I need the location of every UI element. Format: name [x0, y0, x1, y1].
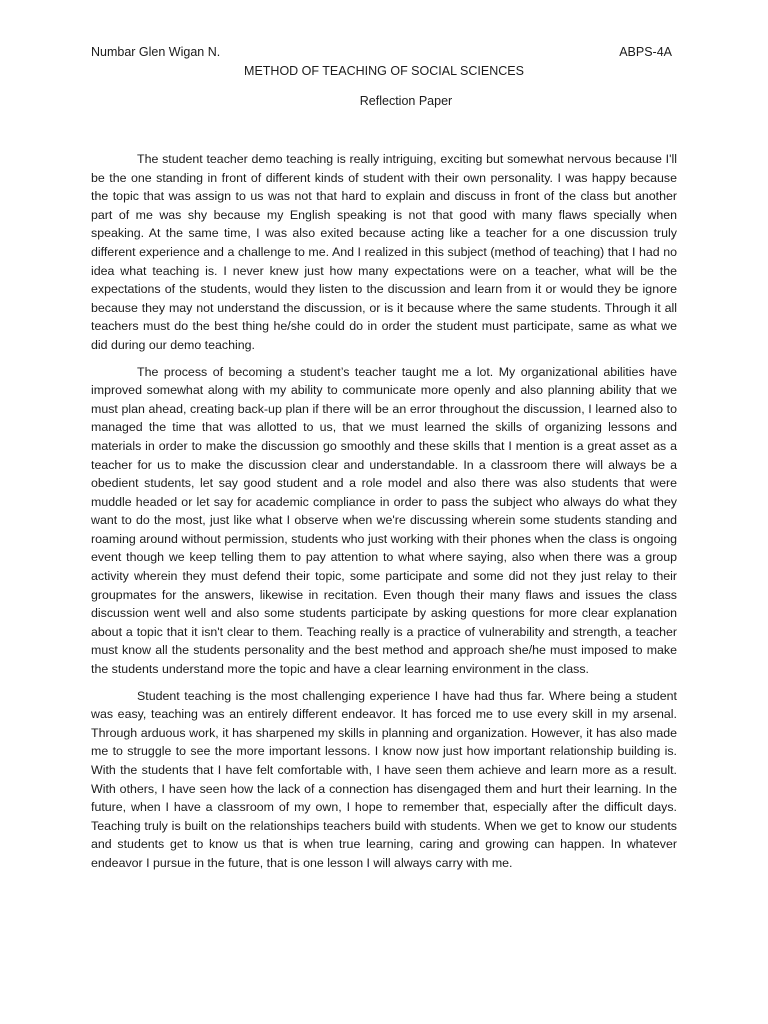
- paper-type: Reflection Paper: [359, 94, 453, 108]
- essay-body: [91, 150, 677, 881]
- page-header: [91, 45, 672, 65]
- paragraph-1: The student teacher demo teaching is really intriguing, exciting but somewhat nervous because I'll be the one standing in front of different kinds of student with their own personality. I was happy because the topic that was assign to us was not that hard to explain and discuss in front of the class but another part of me was shy because my English speaking is not that good with many flaws specially when speaking. At the same time, I was also exited because acting like a teacher for a one discussion truly different experience and a challenge to me. And I realized in this subject (method of teaching) that I had no idea what teaching is. I never knew just how many expectations were on a teacher, what will be the expectations of the students, would they listen to the discussion and learn from it or would they be ignore because they may not understand the discussion, or is it because where the same students. Through it all teachers must do the best thing he/she could do in order the student must participate, same as what we did during our demo teaching.: [91, 152, 677, 352]
- course-title: METHOD OF TEACHING OF SOCIAL SCIENCES: [244, 64, 524, 78]
- paragraph-2: The process of becoming a student’s teacher taught me a lot. My organizational abilities have improved somewhat along with my ability to communicate more openly and also planning ability that we must plan ahead, creating back-up plan if there will be an error throughout the discussion, I learned also to managed the time that was allotted to us, that we must learned the skills of organizing lessons and materials in order to make the discussion go smoothly and these skills that I mention is a great asset as a teacher for us to make the discussion clear and understandable. In a classroom there will always be a obedient students, let say good student and a role model and also there was also students that were muddle headed or let say for academic compliance in order to pass the subject who always do what they want to do the most, just like what I observe when we're discussing wherein some students standing and roaming around without permission, students who just working with their phones when the class is ongoing event though we keep telling them to pay attention to what where saying, also when there was a group activity wherein they must defend their topic, some participate and some did not they just relay to their groupmates for the answers, likewise in recitation. Even though their many flaws and issues the class discussion went well and also some students participate by asking questions for more clear explanation about a topic that it isn't clear to them. Teaching really is a practice of vulnerability and strength, a teacher must know all the students personality and the best method and approach she/he must imposed to make the students understand more the topic and have a clear learning environment in the class.: [91, 364, 677, 677]
- author-name: Numbar Glen Wigan N.: [91, 45, 221, 59]
- paragraph-3: Student teaching is the most challenging experience I have had thus far. Where being a student was easy, teaching was an entirely different endeavor. It has forced me to use every skill in my arsenal. Through arduous work, it has sharpened my skills in planning and organization. However, it has also made me to struggle to see the more important lessons. I know now just how important relationship building is. With the students that I have felt comfortable with, I have seen them achieve and learn more as a result. With others, I have seen how the lack of a connection has disengaged them and hurt their learning. In the future, when I have a classroom of my own, I hope to remember that, especially after the difficult days. Teaching truly is built on the relationships teachers build with students. When we get to know our students and students get to know us that is when true learning, caring and growing can happen. In whatever endeavor I pursue in the future, that is one lesson I will always carry with me.: [91, 688, 677, 870]
- section-code: ABPS-4A: [619, 45, 672, 59]
